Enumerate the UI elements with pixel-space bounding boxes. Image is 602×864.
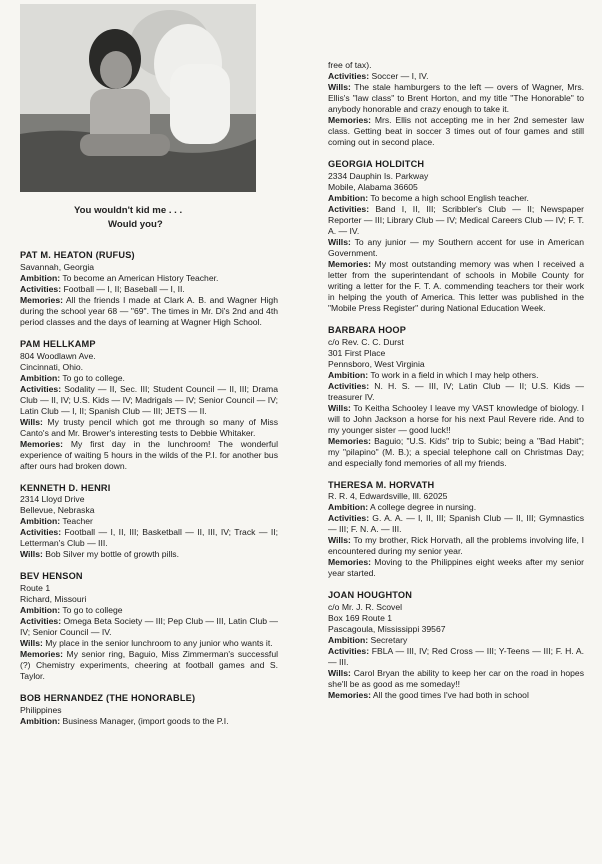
entry-field bbox=[20, 295, 278, 328]
senior-address-line: Pennsboro, West Virginia bbox=[328, 358, 425, 369]
field-text: Football — I, II, III; Basketball — II, III, IV; Track — II; Letterman's Club — III. bbox=[20, 527, 279, 549]
field-text: Baguio; "U.S. Kids" trip to Subic; being a "Bad Habit"; my "pilapino" (M. B.); a special telephone call on Christmas Day; and especially fond memories of all my friends. bbox=[328, 435, 584, 468]
field-label: Memories: bbox=[328, 115, 371, 125]
senior-entry bbox=[328, 480, 584, 580]
field-label: Activities: bbox=[20, 527, 62, 538]
entry-field bbox=[20, 605, 278, 616]
entry-field bbox=[20, 439, 278, 472]
entry-field bbox=[20, 417, 278, 439]
senior-address-line: Route 1 bbox=[20, 583, 51, 594]
field-label: Ambition: bbox=[328, 635, 369, 646]
field-text: Sodality — II, Sec. III; Student Council — II, III; Drama Club — II, IV; U.S. Kids — IV; Madrigals — IV; Senior Council — IV; Latin Club — I, II; Spanish Club — III; JETS — II. bbox=[20, 383, 278, 416]
entry-field bbox=[328, 668, 584, 690]
senior-address-line: 804 Woodlawn Ave. bbox=[20, 350, 96, 361]
entry-field bbox=[328, 82, 584, 115]
field-label: Ambition: bbox=[20, 516, 61, 527]
entry-field bbox=[328, 71, 584, 82]
field-text: Business Manager, (import goods to the P.I. bbox=[62, 715, 229, 726]
field-text: My senior ring, Baguio, Miss Zimmerman's successful (?) Chemistry experiments, cheering at football games and S. Taylor. bbox=[20, 649, 279, 682]
photo-caption bbox=[74, 204, 264, 232]
senior-address-line: Box 169 Route 1 bbox=[328, 613, 393, 624]
field-label: Activities: bbox=[20, 283, 62, 294]
field-text: Carol Bryan the ability to keep her car on the road in hopes she'll be as good as me someday!! bbox=[328, 668, 584, 690]
senior-name: GEORGIA HOLDITCH bbox=[328, 159, 425, 169]
entry-field bbox=[20, 649, 278, 682]
field-text: N. H. S. — III, IV; Latin Club — II; U.S. Kids — treasurer IV. bbox=[328, 380, 584, 402]
entry-field bbox=[20, 516, 278, 527]
senior-address-line: c/o Mr. J. R. Scovel bbox=[328, 602, 403, 613]
right-column bbox=[328, 60, 584, 712]
field-label: Wills: bbox=[20, 638, 43, 649]
field-label: Wills: bbox=[20, 416, 43, 427]
field-text: Secretary bbox=[370, 635, 408, 646]
senior-entry bbox=[328, 325, 584, 469]
entry-field bbox=[328, 635, 584, 646]
photo-illustration bbox=[20, 4, 256, 192]
field-label: Wills: bbox=[328, 402, 351, 413]
senior-name: THERESA M. HORVATH bbox=[328, 479, 435, 490]
field-label: Activities: bbox=[20, 616, 62, 627]
entry-field bbox=[20, 384, 278, 417]
field-text: My trusty pencil which got me through so many of Miss Canto's and Mr. Brower's interesting tests to Debbie Whitaker. bbox=[20, 416, 279, 438]
field-label: Ambition: bbox=[20, 272, 61, 283]
entry-field bbox=[328, 646, 584, 668]
entry-field bbox=[328, 502, 584, 513]
field-text: Bob Silver my bottle of growth pills. bbox=[45, 549, 179, 560]
senior-entry bbox=[20, 571, 278, 682]
senior-name: BOB HERNANDEZ (THE HONORABLE) bbox=[20, 693, 196, 704]
caption-line-2: Would you? bbox=[108, 218, 163, 230]
field-text: My most outstanding memory was when I received a letter from the superintendant of schools in Mobile County for writing a letter for the F. T. A. commending teachers tor their work in helping the youth of America. This letter was published in the "Mobile Press Register" during National Education Week. bbox=[328, 258, 584, 313]
field-label: Ambition: bbox=[328, 192, 369, 203]
entry-field bbox=[20, 373, 278, 384]
caption-line-1: You wouldn't kid me . . . bbox=[74, 205, 183, 216]
field-label: Wills: bbox=[328, 82, 351, 92]
field-label: Memories: bbox=[20, 294, 63, 305]
senior-entry bbox=[20, 339, 278, 472]
entry-field bbox=[328, 115, 584, 148]
entry-field bbox=[328, 403, 584, 436]
entry-field bbox=[20, 638, 278, 649]
field-label: Wills: bbox=[328, 236, 351, 247]
entry-field bbox=[328, 259, 584, 314]
field-label: Memories: bbox=[20, 649, 63, 660]
senior-address-line: Philippines bbox=[20, 704, 62, 715]
field-text: Teacher bbox=[62, 516, 93, 527]
entry-field bbox=[20, 549, 278, 560]
field-text: My place in the senior lunchroom to any junior who wants it. bbox=[45, 638, 273, 649]
field-text: To Keitha Schooley I leave my VAST knowledge of biology. I will to John Jackson a horse for his next Paul Revere ride. And to my younger sister — good luck!! bbox=[328, 402, 584, 435]
senior-address-line: Savannah, Georgia bbox=[20, 261, 95, 272]
field-text: To any junior — my Southern accent for use in American Government. bbox=[328, 236, 584, 258]
senior-address-line: Richard, Missouri bbox=[20, 594, 87, 605]
senior-name: BARBARA HOOP bbox=[328, 324, 407, 335]
continuation-text: free of tax). bbox=[328, 60, 372, 70]
entry-field bbox=[20, 716, 278, 727]
field-label: Memories: bbox=[20, 438, 63, 449]
left-column bbox=[20, 250, 278, 738]
field-text: To go to college. bbox=[62, 372, 125, 383]
field-label: Memories: bbox=[328, 258, 371, 269]
field-text: Football — I, II; Baseball — I, II. bbox=[63, 283, 185, 294]
field-text: To work in a field in which I may help others. bbox=[370, 369, 539, 380]
field-text: Omega Beta Society — III; Pep Club — III, Latin Club — IV; Senior Council — IV. bbox=[20, 616, 279, 638]
field-label: Wills: bbox=[328, 668, 351, 679]
field-text: To become a high school English teacher. bbox=[370, 192, 529, 203]
senior-entry bbox=[328, 590, 584, 701]
field-label: Wills: bbox=[20, 549, 43, 560]
field-text: G. A. A. — I, II, III; Spanish Club — II, III; Gymnastics — III; F. N. A. — III. bbox=[328, 513, 584, 535]
senior-address-line: c/o Rev. C. C. Durst bbox=[328, 336, 404, 347]
field-text: My first day in the lunchroom! The wonderful experience of waiting 5 hours in the wilds of the P.I. for another bus after ours had broken down. bbox=[20, 438, 278, 471]
field-label: Memories: bbox=[328, 435, 371, 446]
entry-field bbox=[328, 436, 584, 469]
field-text: A college degree in nursing. bbox=[370, 502, 477, 513]
field-text: The stale hamburgers to the left — overs of Wagner, Mrs. Ellis's "law class" to Brent Horton, and my title "The Honorable" to anybody honorable and crazy enough to take it. bbox=[328, 82, 585, 114]
entry-field bbox=[20, 527, 278, 549]
entry-field bbox=[328, 513, 584, 535]
senior-address-line: Bellevue, Nebraska bbox=[20, 505, 95, 516]
field-label: Activities: bbox=[328, 380, 370, 391]
field-text: All the good times I've had both in school bbox=[372, 690, 529, 701]
field-label: Activities: bbox=[20, 383, 62, 394]
entry-field bbox=[328, 557, 584, 579]
senior-name: PAM HELLKAMP bbox=[20, 338, 96, 349]
entry-field bbox=[20, 616, 278, 638]
senior-entry bbox=[328, 159, 584, 314]
field-label: Activities: bbox=[328, 203, 370, 214]
entry-field bbox=[328, 370, 584, 381]
field-label: Ambition: bbox=[20, 715, 61, 726]
entry-field bbox=[20, 273, 278, 284]
entry-field bbox=[328, 690, 584, 701]
senior-address-line: R. R. 4, Edwardsville, Ill. 62025 bbox=[328, 491, 448, 502]
senior-address-line: Pascagoula, Mississippi 39567 bbox=[328, 624, 446, 635]
senior-address-line: 2334 Dauphin Is. Parkway bbox=[328, 170, 429, 181]
field-label: Ambition: bbox=[20, 605, 61, 616]
senior-entry bbox=[20, 693, 278, 727]
entry-field bbox=[328, 193, 584, 204]
senior-entry bbox=[20, 483, 278, 561]
entry-continuation bbox=[328, 60, 584, 148]
field-label: Activities: bbox=[328, 646, 370, 657]
field-text: Band I, II, III; Scribbler's Club — II; Newspaper Reporter — III; Library Club — IV; Medical Careers Club — IV; F. T. A. — IV. bbox=[328, 203, 585, 236]
field-text: To become an American History Teacher. bbox=[62, 272, 219, 283]
senior-name: PAT M. HEATON (RUFUS) bbox=[20, 250, 135, 260]
senior-address-line: Mobile, Alabama 36605 bbox=[328, 181, 418, 192]
senior-address-line: 301 First Place bbox=[328, 347, 386, 358]
field-label: Activities: bbox=[328, 513, 370, 524]
field-label: Ambition: bbox=[20, 372, 61, 383]
field-label: Activities: bbox=[328, 71, 370, 81]
entry-field bbox=[20, 284, 278, 295]
field-label: Ambition: bbox=[328, 369, 369, 380]
field-label: Memories: bbox=[328, 690, 371, 701]
senior-address-line: 2314 Lloyd Drive bbox=[20, 494, 85, 505]
field-text: Soccer — I, IV. bbox=[371, 71, 429, 81]
yearbook-photo bbox=[20, 4, 256, 192]
field-text: All the friends I made at Clark A. B. and Wagner High during the school year 68 — "69". The times in Mr. Di's 2nd and 4th period classes and the days of learning at Wagner High School. bbox=[20, 294, 278, 327]
entry-field bbox=[328, 381, 584, 403]
senior-entry bbox=[20, 250, 278, 328]
entry-field bbox=[328, 237, 584, 259]
entry-field bbox=[328, 204, 584, 237]
field-text: To go to college bbox=[62, 605, 123, 616]
senior-name: KENNETH D. HENRI bbox=[20, 482, 111, 493]
field-label: Ambition: bbox=[328, 502, 369, 513]
field-label: Wills: bbox=[328, 535, 351, 546]
senior-name: JOAN HOUGHTON bbox=[328, 590, 413, 601]
entry-field bbox=[328, 535, 584, 557]
field-label: Memories: bbox=[328, 557, 371, 568]
senior-name: BEV HENSON bbox=[20, 571, 83, 582]
field-text: Mrs. Ellis not accepting me in her 2nd semester law class. Getting beat in soccer 3 times out of four games and still coming out in second place. bbox=[328, 115, 584, 147]
field-text: Moving to the Philippines eight weeks after my senior year started. bbox=[328, 557, 584, 579]
field-text: To my brother, Rick Horvath, all the problems involving life, I encountered during my senior year. bbox=[328, 535, 584, 557]
senior-address-line: Cincinnati, Ohio. bbox=[20, 361, 84, 372]
field-text: FBLA — III, IV; Red Cross — III; Y-Teens — III; F. H. A. — III. bbox=[328, 646, 584, 668]
